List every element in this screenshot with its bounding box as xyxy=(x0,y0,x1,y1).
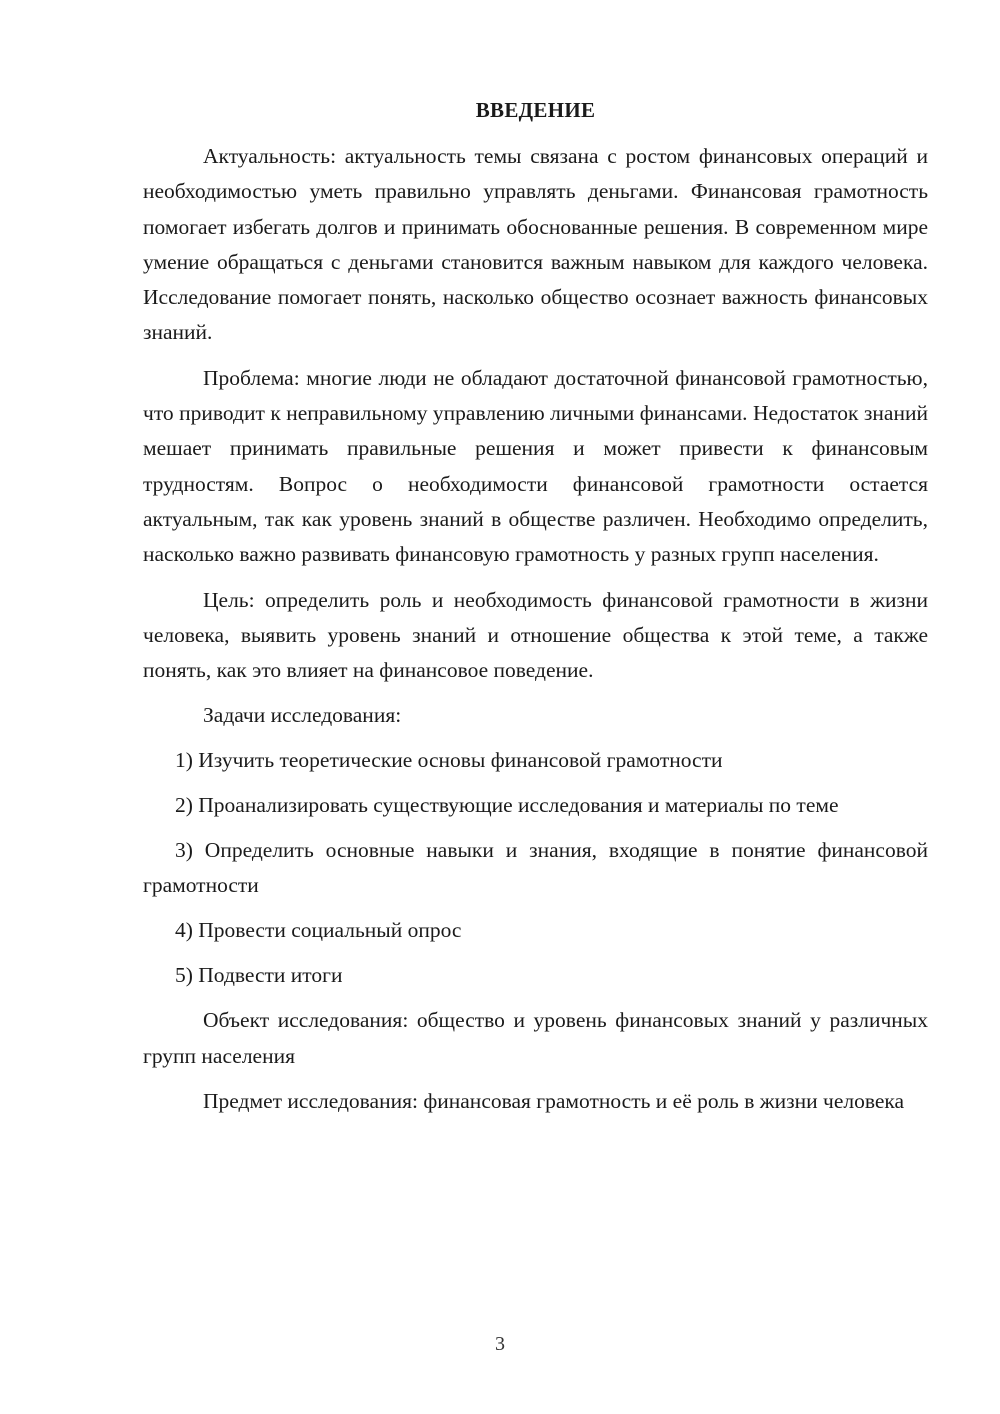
document-page xyxy=(143,95,928,1129)
paragraph-problem: Проблема: многие люди не обладают достаточной финансовой грамотностью, что приводит к неправильному управлению личными финансами. Недостаток знаний мешает принимать правильные решения и может привести к финансовым трудностям. Вопрос о необходимости финансовой грамотности остается актуальным, так как уровень знаний в обществе различен. Необходимо определить, насколько важно развивать финансовую грамотность у разных групп населения. xyxy=(143,365,928,567)
page-title: ВВЕДЕНИЕ xyxy=(475,98,596,122)
paragraph-subject: Предмет исследования: финансовая грамотность и её роль в жизни человека xyxy=(203,1089,905,1114)
page-number: 3 xyxy=(495,1333,505,1355)
list-item-task-3: 3) Определить основные навыки и знания, входящие в понятие финансовой грамотности xyxy=(143,838,928,898)
list-item-task-5: 5) Подвести итоги xyxy=(175,963,343,988)
paragraph-object: Объект исследования: общество и уровень финансовых знаний у различных групп населения xyxy=(143,1008,928,1068)
list-item-task-4: 4) Провести социальный опрос xyxy=(175,918,462,943)
paragraph-goal: Цель: определить роль и необходимость финансовой грамотности в жизни человека, выявить уровень знаний и отношение общества к этой теме, а также понять, как это влияет на финансовое поведение. xyxy=(143,587,928,683)
paragraph-relevance: Актуальность: актуальность темы связана с ростом финансовых операций и необходимостью уметь правильно управлять деньгами. Финансовая грамотность помогает избегать долгов и принимать обоснованные решения. В современном мире умение обращаться с деньгами становится важным навыком для каждого человека. Исследование помогает понять, насколько общество осознает важность финансовых знаний. xyxy=(143,144,928,345)
tasks-heading: Задачи исследования: xyxy=(203,703,402,728)
list-item-task-2: 2) Проанализировать существующие исследования и материалы по теме xyxy=(175,793,839,818)
list-item-task-1: 1) Изучить теоретические основы финансовой грамотности xyxy=(175,748,723,773)
